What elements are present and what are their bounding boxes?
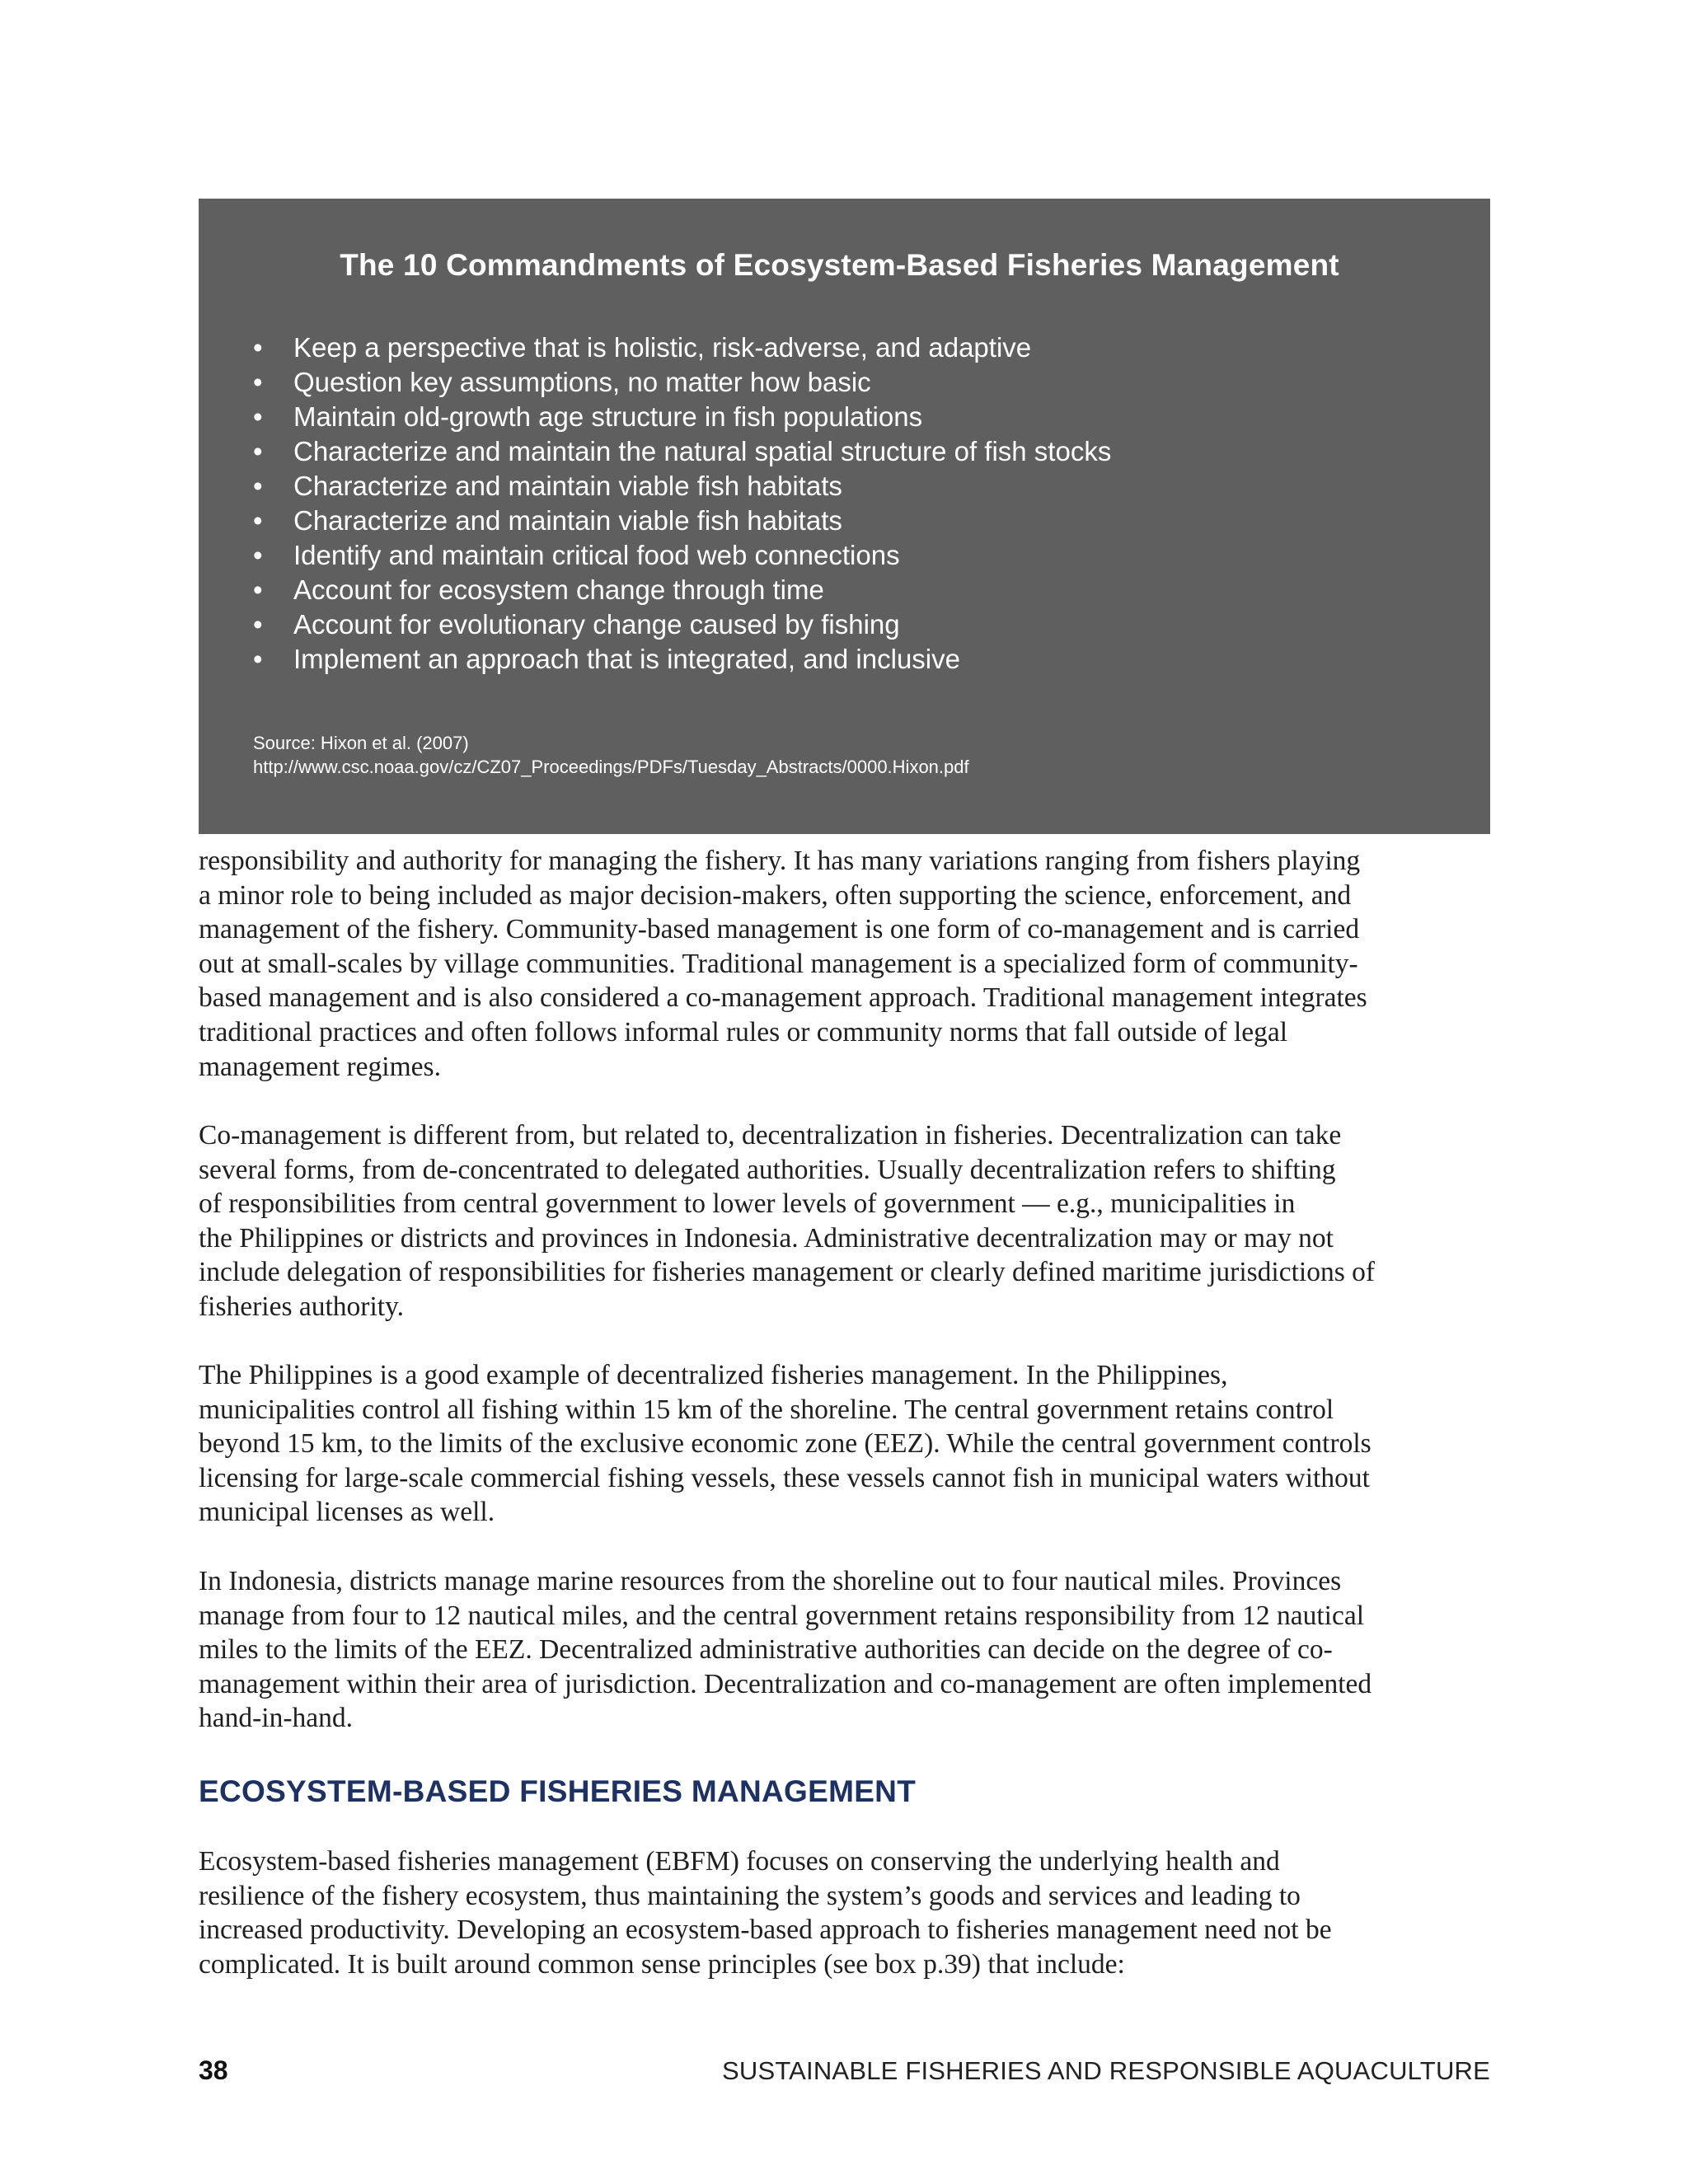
bullet-icon: •	[253, 540, 263, 570]
bullet-icon: •	[253, 644, 263, 674]
bullet-icon: •	[253, 609, 263, 640]
running-footer-title: SUSTAINABLE FISHERIES AND RESPONSIBLE AQUACULTURE	[721, 2056, 1490, 2085]
list-item: • Implement an approach that is integrated, and inclusive	[253, 642, 1111, 677]
paragraph-comanagement: responsibility and authority for managing the fishery. It has many variations ranging from fishers playing a minor role to being included as major decision-makers, often supporting the science, enforcement, and management of the fishery. Community-based management is one form of co-management and is carried out at small-scales by village communities. Traditional management is a specialized form of community- based management and is also considered a co-management approach. Traditional management integrates traditional practices and often follows informal rules or community norms that fall outside of legal management regimes.	[199, 846, 1367, 1082]
paragraph-indonesia: In Indonesia, districts manage marine resources from the shoreline out to four nautical miles. Provinces manage from four to 12 nautical miles, and the central government retains responsibility from 12 nautical miles to the limits of the EEZ. Decentralized administrative authorities can decide on the degree of co- management within their area of jurisdiction. Decentralization and co-management are often implemented hand-in-hand.	[199, 1566, 1372, 1734]
page-number: 38	[199, 2055, 228, 2085]
list-item: • Maintain old-growth age structure in fish populations	[253, 400, 1111, 434]
bullet-icon: •	[253, 471, 263, 501]
paragraph-ebfm: Ecosystem-based fisheries management (EBFM) focuses on conserving the underlying health and resilience of the fishery ecosystem, thus maintaining the system’s goods and services and leading to increased productivity. Developing an ecosystem-based approach to fisheries management need not be complicated. It is built around common sense principles (see box p.39) that include:	[199, 1846, 1332, 1980]
source-url: http://www.csc.noaa.gov/cz/CZ07_Proceedings/PDFs/Tuesday_Abstracts/0000.Hixon.pdf	[253, 757, 969, 777]
list-item: • Characterize and maintain viable fish habitats	[253, 504, 1111, 538]
bullet-icon: •	[253, 436, 263, 466]
list-item: • Account for ecosystem change through time	[253, 573, 1111, 607]
paragraph-philippines: The Philippines is a good example of decentralized fisheries management. In the Philippines, municipalities control all fishing within 15 km of the shoreline. The central government retains control beyond 15 km, to the limits of the exclusive economic zone (EEZ). While the central government controls licensing for large-scale commercial fishing vessels, these vessels cannot fish in municipal waters without municipal licenses as well.	[199, 1360, 1372, 1528]
paragraph-decentralization: Co-management is different from, but related to, decentralization in fisheries. Decentralization can take several forms, from de-concentrated to delegated authorities. Usually decentralization refers to shifting of responsibilities from central government to lower levels of government — e.g., municipalities in the Philippines or districts and provinces in Indonesia. Administrative decentralization may or may not include delegation of responsibilities for fisheries management or clearly defined maritime jurisdictions of fisheries authority.	[199, 1120, 1376, 1322]
bullet-icon: •	[253, 574, 263, 605]
list-item: • Keep a perspective that is holistic, risk-adverse, and adaptive	[253, 330, 1111, 365]
section-heading: ECOSYSTEM-BASED FISHERIES MANAGEMENT	[199, 1774, 917, 1808]
list-item: • Characterize and maintain viable fish habitats	[253, 469, 1111, 504]
list-item: • Characterize and maintain the natural spatial structure of fish stocks	[253, 434, 1111, 469]
bullet-icon: •	[253, 505, 263, 536]
list-item: • Question key assumptions, no matter how basic	[253, 365, 1111, 400]
bullet-icon: •	[253, 367, 263, 397]
commandments-list	[253, 330, 1111, 677]
bullet-icon: •	[253, 401, 263, 432]
source-citation: Source: Hixon et al. (2007)	[253, 733, 469, 753]
list-item: • Account for evolutionary change caused by fishing	[253, 607, 1111, 642]
list-item: • Identify and maintain critical food web connections	[253, 538, 1111, 573]
box-source	[253, 731, 969, 779]
commandments-box	[199, 199, 1490, 834]
box-title: The 10 Commandments of Ecosystem-Based Fisheries Management	[340, 248, 1339, 282]
bullet-icon: •	[253, 332, 263, 363]
